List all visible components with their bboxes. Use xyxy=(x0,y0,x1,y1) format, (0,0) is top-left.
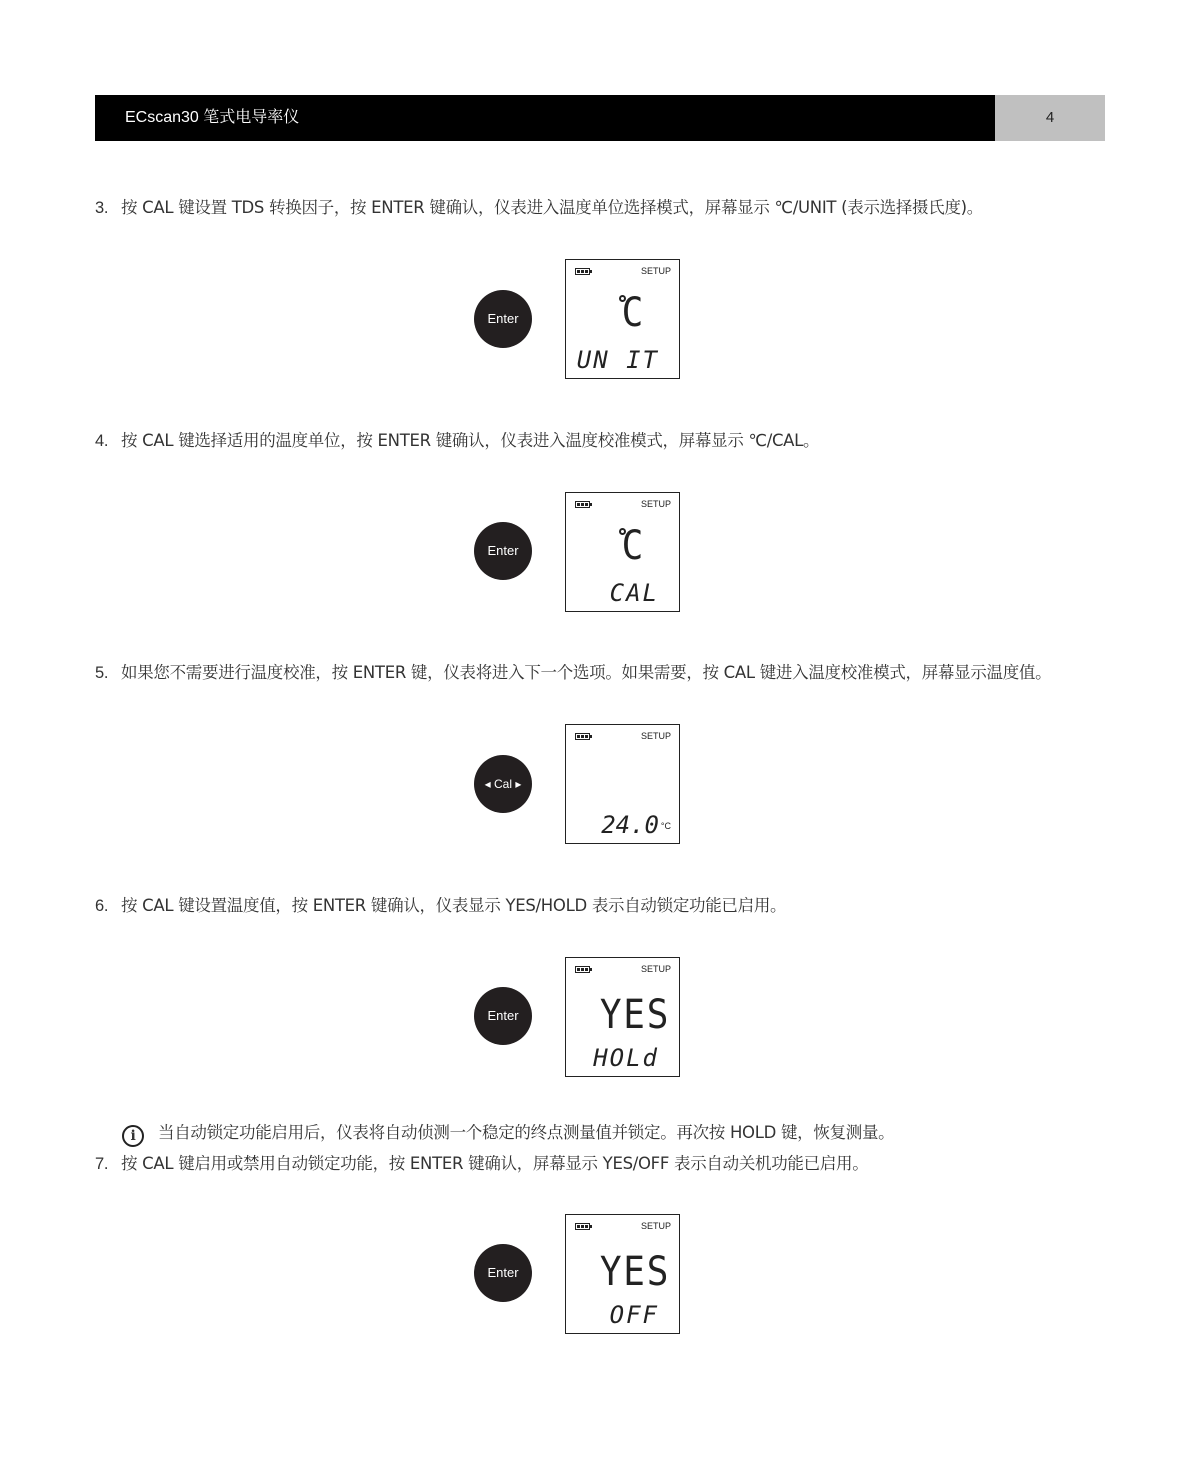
setup-indicator: SETUP xyxy=(640,499,671,509)
page-number: 4 xyxy=(995,95,1105,141)
setup-indicator: SETUP xyxy=(640,266,671,276)
step-text: 按 CAL 键选择适用的温度单位，按 ENTER 键确认，仪表进入温度校准模式，屏幕显示 ℃/CAL。 xyxy=(121,431,820,450)
step-6 xyxy=(95,892,786,916)
enter-key-icon: Enter xyxy=(474,522,532,580)
lcd-display xyxy=(565,957,680,1077)
step-4 xyxy=(95,427,819,451)
info-icon: i xyxy=(122,1125,144,1147)
lcd-sub-reading: HOLd xyxy=(593,1044,659,1072)
battery-icon xyxy=(575,501,590,508)
note-text: 当自动锁定功能启用后，仪表将自动侦测一个稳定的终点测量值并锁定。再次按 HOLD 键，恢复测量。 xyxy=(158,1123,895,1142)
document-title: ECscan30 笔式电导率仪 xyxy=(95,95,995,141)
step-3 xyxy=(95,194,983,218)
step-5 xyxy=(95,659,1051,683)
step-number: 6. xyxy=(95,897,109,915)
lcd-display xyxy=(565,724,680,844)
lcd-main-reading: YES xyxy=(599,992,670,1038)
lcd-display xyxy=(565,259,680,379)
temperature-unit: °C xyxy=(660,821,671,831)
step-number: 4. xyxy=(95,432,109,450)
battery-icon xyxy=(575,268,590,275)
enter-key-icon: Enter xyxy=(474,1244,532,1302)
lcd-display xyxy=(565,1214,680,1334)
lcd-main-reading: YES xyxy=(599,1249,670,1295)
step-text: 按 CAL 键设置 TDS 转换因子，按 ENTER 键确认，仪表进入温度单位选择模式，屏幕显示 ℃/UNIT (表示选择摄氏度)。 xyxy=(121,198,983,217)
battery-icon xyxy=(575,1223,590,1230)
step-text: 按 CAL 键启用或禁用自动锁定功能，按 ENTER 键确认，屏幕显示 YES/OFF 表示自动关机功能已启用。 xyxy=(121,1154,869,1173)
lcd-main-reading: C xyxy=(621,290,645,336)
lcd-temperature-reading: 24.0 xyxy=(601,811,659,839)
step-text: 按 CAL 键设置温度值，按 ENTER 键确认，仪表显示 YES/HOLD 表示自动锁定功能已启用。 xyxy=(121,896,787,915)
cal-key-icon: ◂ Cal ▸ xyxy=(474,755,532,813)
setup-indicator: SETUP xyxy=(640,964,671,974)
battery-icon xyxy=(575,966,590,973)
lcd-sub-reading: OFF xyxy=(609,1301,659,1329)
lcd-sub-reading: UN IT xyxy=(576,346,659,374)
setup-indicator: SETUP xyxy=(640,1221,671,1231)
lcd-display xyxy=(565,492,680,612)
info-note xyxy=(122,1119,894,1147)
lcd-sub-reading: CAL xyxy=(609,579,659,607)
step-text: 如果您不需要进行温度校准，按 ENTER 键，仪表将进入下一个选项。如果需要，按 CAL 键进入温度校准模式，屏幕显示温度值。 xyxy=(121,663,1052,682)
step-number: 3. xyxy=(95,199,109,217)
battery-icon xyxy=(575,733,590,740)
page-header xyxy=(95,95,1105,141)
lcd-main-reading: C xyxy=(621,523,645,569)
step-7 xyxy=(95,1150,868,1174)
step-number: 7. xyxy=(95,1155,109,1173)
enter-key-icon: Enter xyxy=(474,290,532,348)
setup-indicator: SETUP xyxy=(640,731,671,741)
step-number: 5. xyxy=(95,664,109,682)
enter-key-icon: Enter xyxy=(474,987,532,1045)
